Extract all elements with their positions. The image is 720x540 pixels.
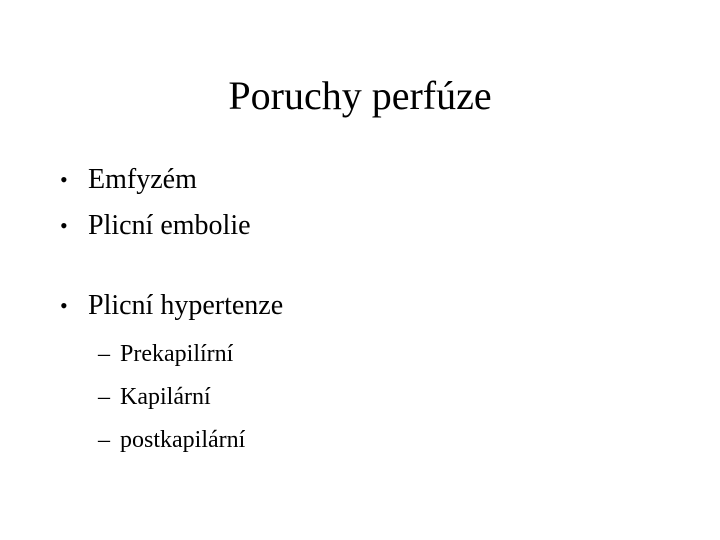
- bullet-text: Plicní hypertenze: [88, 290, 284, 321]
- sub-bullet-item-kapilarni: [98, 383, 245, 411]
- bullet-item-emfyzem: [60, 163, 680, 197]
- dash-icon: –: [98, 341, 110, 367]
- bullet-icon: •: [60, 167, 68, 192]
- sub-bullet-text: Kapilární: [120, 384, 211, 410]
- sub-bullet-list: [98, 340, 245, 469]
- bullet-icon: •: [60, 293, 68, 318]
- sub-bullet-item-postkapilarni: [98, 426, 245, 454]
- bullet-icon: •: [60, 213, 68, 238]
- slide-title: Poruchy perfúze: [228, 73, 492, 118]
- dash-icon: –: [98, 427, 110, 453]
- dash-icon: –: [98, 384, 110, 410]
- bullet-list: [60, 163, 680, 335]
- bullet-text: Plicní embolie: [88, 210, 251, 241]
- bullet-item-plicni-hypertenze: [60, 289, 680, 323]
- sub-bullet-item-prekapilirni: [98, 340, 245, 368]
- sub-bullet-text: Prekapilírní: [120, 341, 234, 367]
- bullet-text: Emfyzém: [88, 164, 197, 195]
- bullet-item-plicni-embolie: [60, 209, 680, 243]
- sub-bullet-text: postkapilární: [120, 427, 246, 453]
